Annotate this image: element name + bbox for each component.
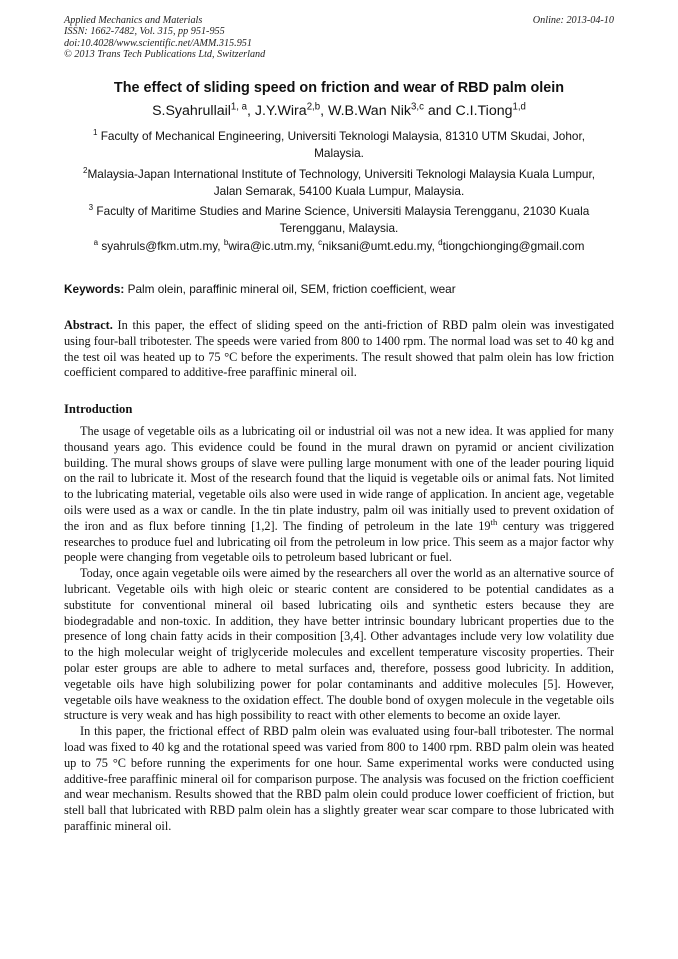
email-link[interactable]: wira@ic.utm.my [228,239,312,253]
online-date: Online: 2013-04-10 [532,15,614,26]
author-name: J.Y.Wira [254,103,307,119]
paper-title: The effect of sliding speed on friction and wear of RBD palm olein [113,80,565,96]
author-list [40,103,638,119]
author-separator: , [247,103,255,119]
author-name: C.I.Tiong [455,103,513,119]
abstract-label: Abstract. [64,318,113,332]
email-sup: a [93,238,99,248]
author-sup: 1,d [512,101,526,113]
affiliation-text: Faculty of Mechanical Engineering, Universiti Teknologi Malaysia, 81310 UTM Skudai, Johor, Malaysia. [100,129,586,160]
email-link[interactable]: tiongchionging@gmail.com [442,239,585,253]
author-name: W.B.Wan Nik [327,103,412,119]
author-name: S.Syahrullail [152,103,231,119]
author-sup: 3,c [411,101,424,113]
intro-paragraph-2: Today, once again vegetable oils were aimed by the researchers all over the world as an alternative source of lubricant. Vegetable oils with high oleic or stearic content are considered to be potential candidates as a substitute for conventional mineral oil based lubricating oils and synthetic esters because they are biodegradable and non-toxic. In addition, they have better intrinsic boundary lubricant properties due to the presence of long chain fatty acids in their composition [3,4]. Other advantages include very low volatility due to the high molecular weight of triglyceride molecules and excellent temperature viscosity properties. Their polar ester groups are able to adhere to metal surfaces and, therefore, possess good lubricity. In addition, vegetable oils have high solubilizing power for polar contaminants and additive molecules [5]. However, vegetable oils have weakness to the oxidation effect. The double bond of oxygen molecule in the vegetable oils structure is very weak and has high possibility to react with other elements to become an oxide layer. [64,566,614,723]
intro-paragraph-1 [64,424,614,566]
issn-line: ISSN: 1662-7482, Vol. 315, pp 951-955 [64,26,225,38]
keywords-label: Keywords: [64,282,125,296]
email-link[interactable]: syahruls@fkm.utm.my [101,239,218,253]
keywords-text: Palm olein, paraffinic mineral oil, SEM, friction coefficient, wear [127,282,456,296]
affiliation-sup: 3 [88,203,94,213]
affiliation-text: Malaysia-Japan International Institute of Technology, Universiti Teknologi Malaysia Kuala Lumpur, Jalan Semarak, 54100 Kuala Lumpur, Malaysia. [87,167,596,198]
email-sup: b [223,238,229,248]
journal-name: Applied Mechanics and Materials [64,15,203,26]
email-sup: c [318,238,323,248]
affiliation-sup: 1 [92,128,98,138]
author-separator: and [423,103,456,119]
doi-line: doi:10.4028/www.scientific.net/AMM.315.951 [64,37,252,49]
abstract [64,318,614,381]
copyright-line: © 2013 Trans Tech Publications Ltd, Switzerland [64,49,266,61]
section-heading-introduction: Introduction [64,402,133,416]
abstract-text: In this paper, the effect of sliding speed on the anti-friction of RBD palm olein was investigated using four-ball tribotester. The speeds were varied from 800 to 1400 rpm. The normal load was set to 40 kg and the test oil was heated up to 75 °C before the experiments. The result showed that palm olein has low friction coefficient compared to additive-free paraffinic mineral oil. [64,318,615,380]
paragraph-text: century was triggered researches to produce fuel and lubricating oil from the petroleum in low price. This seem as a major factor why people were changing from vegetable oils to petroleum based lubricant or fuel. [64,518,615,565]
affiliation-3 [74,203,604,236]
affiliation-2 [74,166,604,199]
email-link[interactable]: niksani@umt.edu.my [322,239,432,253]
superscript: th [490,516,498,527]
introduction-body [64,424,614,835]
keywords [64,281,624,297]
author-sup: 1, a [230,101,248,113]
email-list: $^a$ syahruls@fkm.utm.my, $^b$wira@ic.utm.my, $^c$niksani@umt.edu.my, $^d$tiongchionging@gmail.com [93,238,585,253]
affiliation-sup: 2 [82,166,88,176]
paragraph-text: The usage of vegetable oils as a lubricating oil or industrial oil was not a new idea. It was applied for many thousand years ago. This evidence could be found in the mural drawn on pyramid or ancient civilization building. The mural shows groups of slave were pulling large monument with one of the leader pouring liquid on the rail to lubricate it. Most of the research found that the liquid is vegetable oils or animal fats. Not limited to the lubricating material, vegetable oils also were used in wide range of application. In ancient age, vegetable oils were used as a wax or candle. In the tin plate industry, palm oil was initially used to prevent oxidation of the iron and as flux before tinning [1,2]. The finding of petroleum in the late 19 [64,424,614,533]
journal-header [64,15,265,61]
author-sup: 2,b [306,101,321,113]
affiliation-1 [74,128,604,161]
email-sup: d [438,238,443,248]
affiliation-text: Faculty of Maritime Studies and Marine Science, Universiti Malaysia Terengganu, 21030 Kuala Terengganu, Malaysia. [96,204,590,235]
author-separator: , [320,103,328,119]
intro-paragraph-3: In this paper, the frictional effect of RBD palm olein was evaluated using four-ball tribotester. The normal load was fixed to 40 kg and the rotational speed was varied from 800 to 1400 rpm. RBD palm olein was heated up to 75 °C before running the experiments for one hour. Same experimental works were conducted using additive-free paraffinic mineral oil for comparison purpose. The analysis was focused on the friction coefficient and wear mechanism. Results showed that the RBD palm olein could produce lower coefficient of friction, but stell ball that lubricated with RBD palm olein has a slightly greater wear scar compare to those lubricated with paraffinic mineral oil. [64,724,614,833]
